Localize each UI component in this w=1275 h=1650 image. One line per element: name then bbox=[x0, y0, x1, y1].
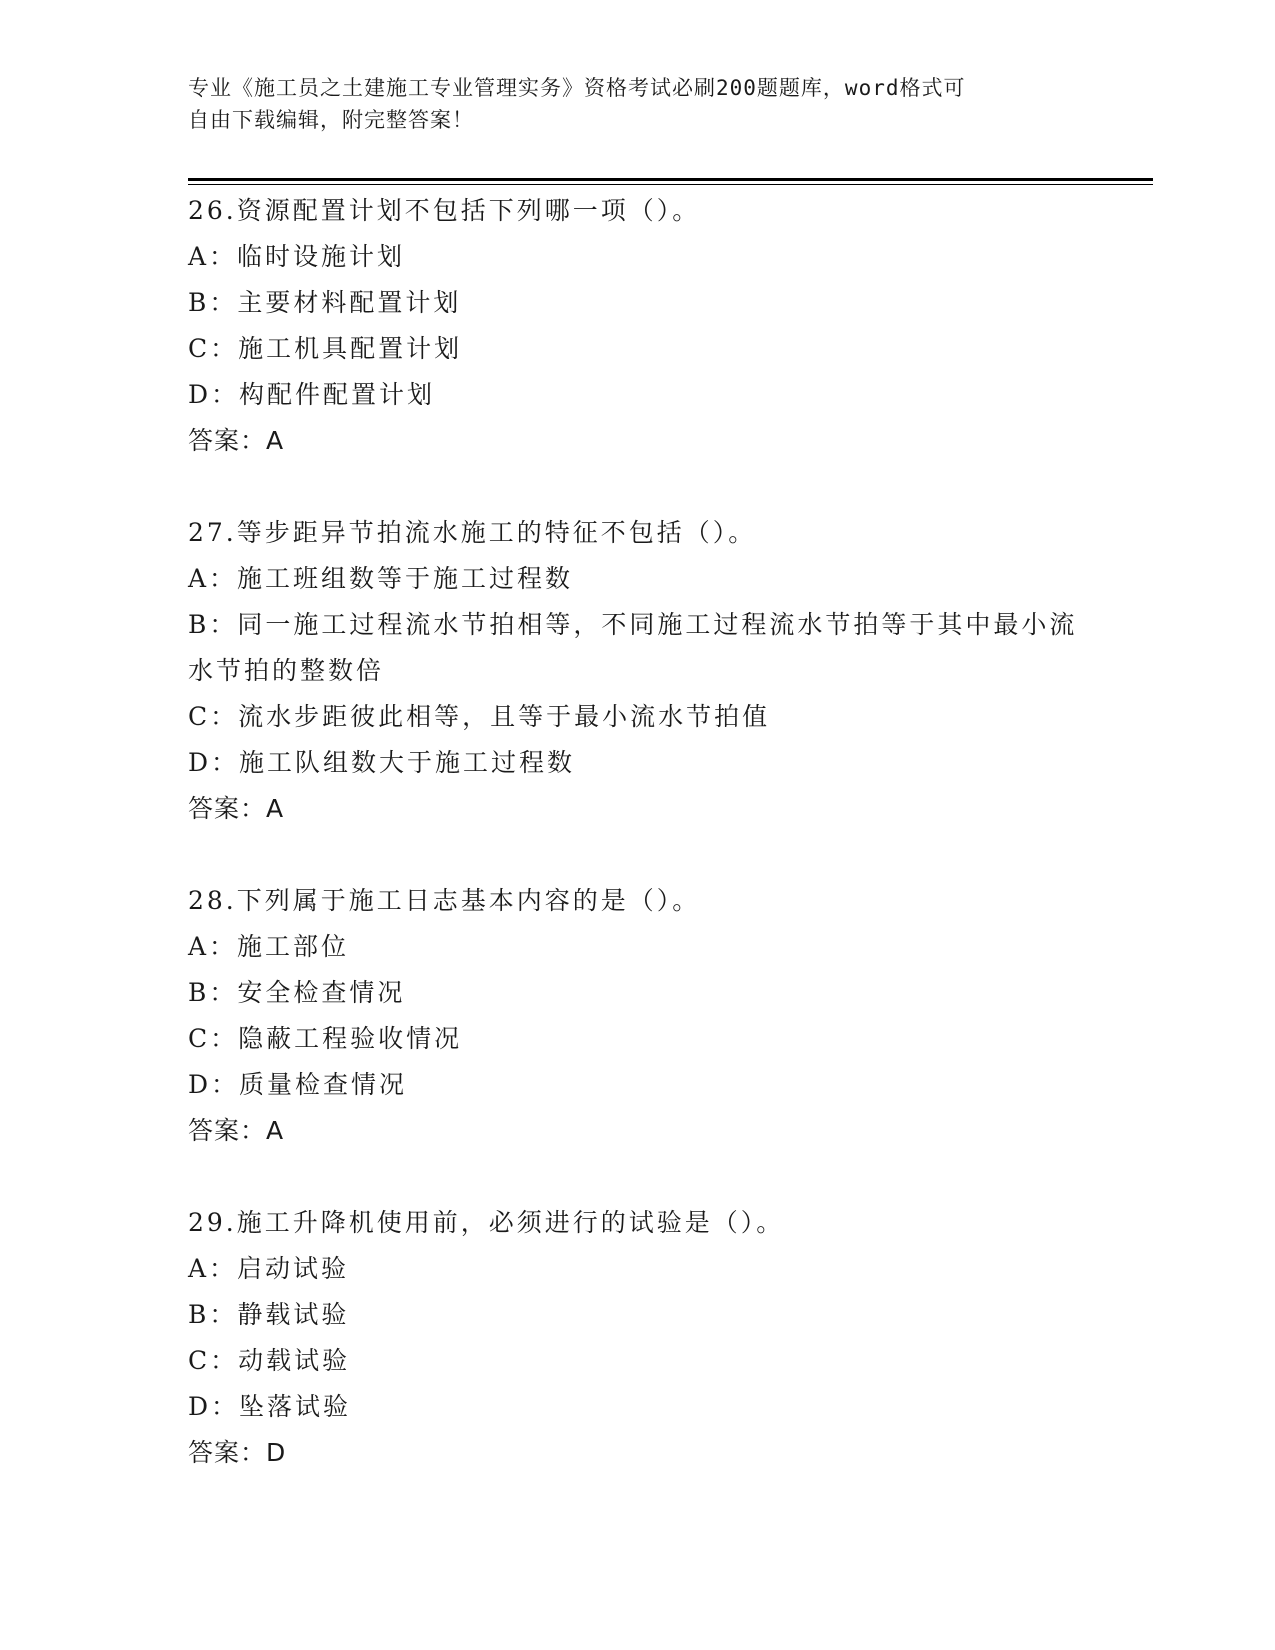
question-stem: 27.等步距异节拍流水施工的特征不包括（）。 bbox=[188, 518, 757, 547]
option-a: A：启动试验 bbox=[188, 1254, 350, 1283]
option-d: D：构配件配置计划 bbox=[188, 380, 436, 409]
option-b: B：安全检查情况 bbox=[188, 978, 406, 1007]
header-title-line-2: 自由下载编辑，附完整答案！ bbox=[188, 108, 474, 132]
option-b: B：主要材料配置计划 bbox=[188, 288, 462, 317]
header-title-line-1: 专业《施工员之土建施工专业管理实务》资格考试必刷200题题库，word格式可 bbox=[188, 76, 966, 100]
question-stem: 28.下列属于施工日志基本内容的是（）。 bbox=[188, 886, 701, 915]
answer-line: 答案：D bbox=[188, 1438, 287, 1467]
option-d: D：质量检查情况 bbox=[188, 1070, 408, 1099]
question-stem: 29.施工升降机使用前，必须进行的试验是（）。 bbox=[188, 1208, 785, 1237]
option-a: A：施工班组数等于施工过程数 bbox=[188, 564, 574, 593]
question-list bbox=[188, 188, 1088, 1522]
header-divider-thick bbox=[188, 178, 1153, 181]
option-c: C：流水步距彼此相等，且等于最小流水节拍值 bbox=[188, 702, 771, 731]
option-c: C：隐蔽工程验收情况 bbox=[188, 1024, 463, 1053]
option-a: A：施工部位 bbox=[188, 932, 350, 961]
question-29 bbox=[188, 1200, 1088, 1476]
header-divider-thin bbox=[188, 184, 1153, 185]
question-28 bbox=[188, 878, 1088, 1154]
option-c: C：动载试验 bbox=[188, 1346, 351, 1375]
answer-line: 答案：A bbox=[188, 426, 285, 455]
option-b: B：静载试验 bbox=[188, 1300, 350, 1329]
answer-line: 答案：A bbox=[188, 1116, 285, 1145]
question-stem: 26.资源配置计划不包括下列哪一项（）。 bbox=[188, 196, 701, 225]
answer-line: 答案：A bbox=[188, 794, 285, 823]
option-c: C：施工机具配置计划 bbox=[188, 334, 463, 363]
option-d: D：坠落试验 bbox=[188, 1392, 352, 1421]
question-26 bbox=[188, 188, 1088, 464]
document-header bbox=[188, 72, 1068, 136]
option-d: D：施工队组数大于施工过程数 bbox=[188, 748, 576, 777]
option-a: A：临时设施计划 bbox=[188, 242, 406, 271]
question-27 bbox=[188, 510, 1088, 832]
option-b: B：同一施工过程流水节拍相等，不同施工过程流水节拍等于其中最小流水节拍的整数倍 bbox=[188, 610, 1078, 685]
